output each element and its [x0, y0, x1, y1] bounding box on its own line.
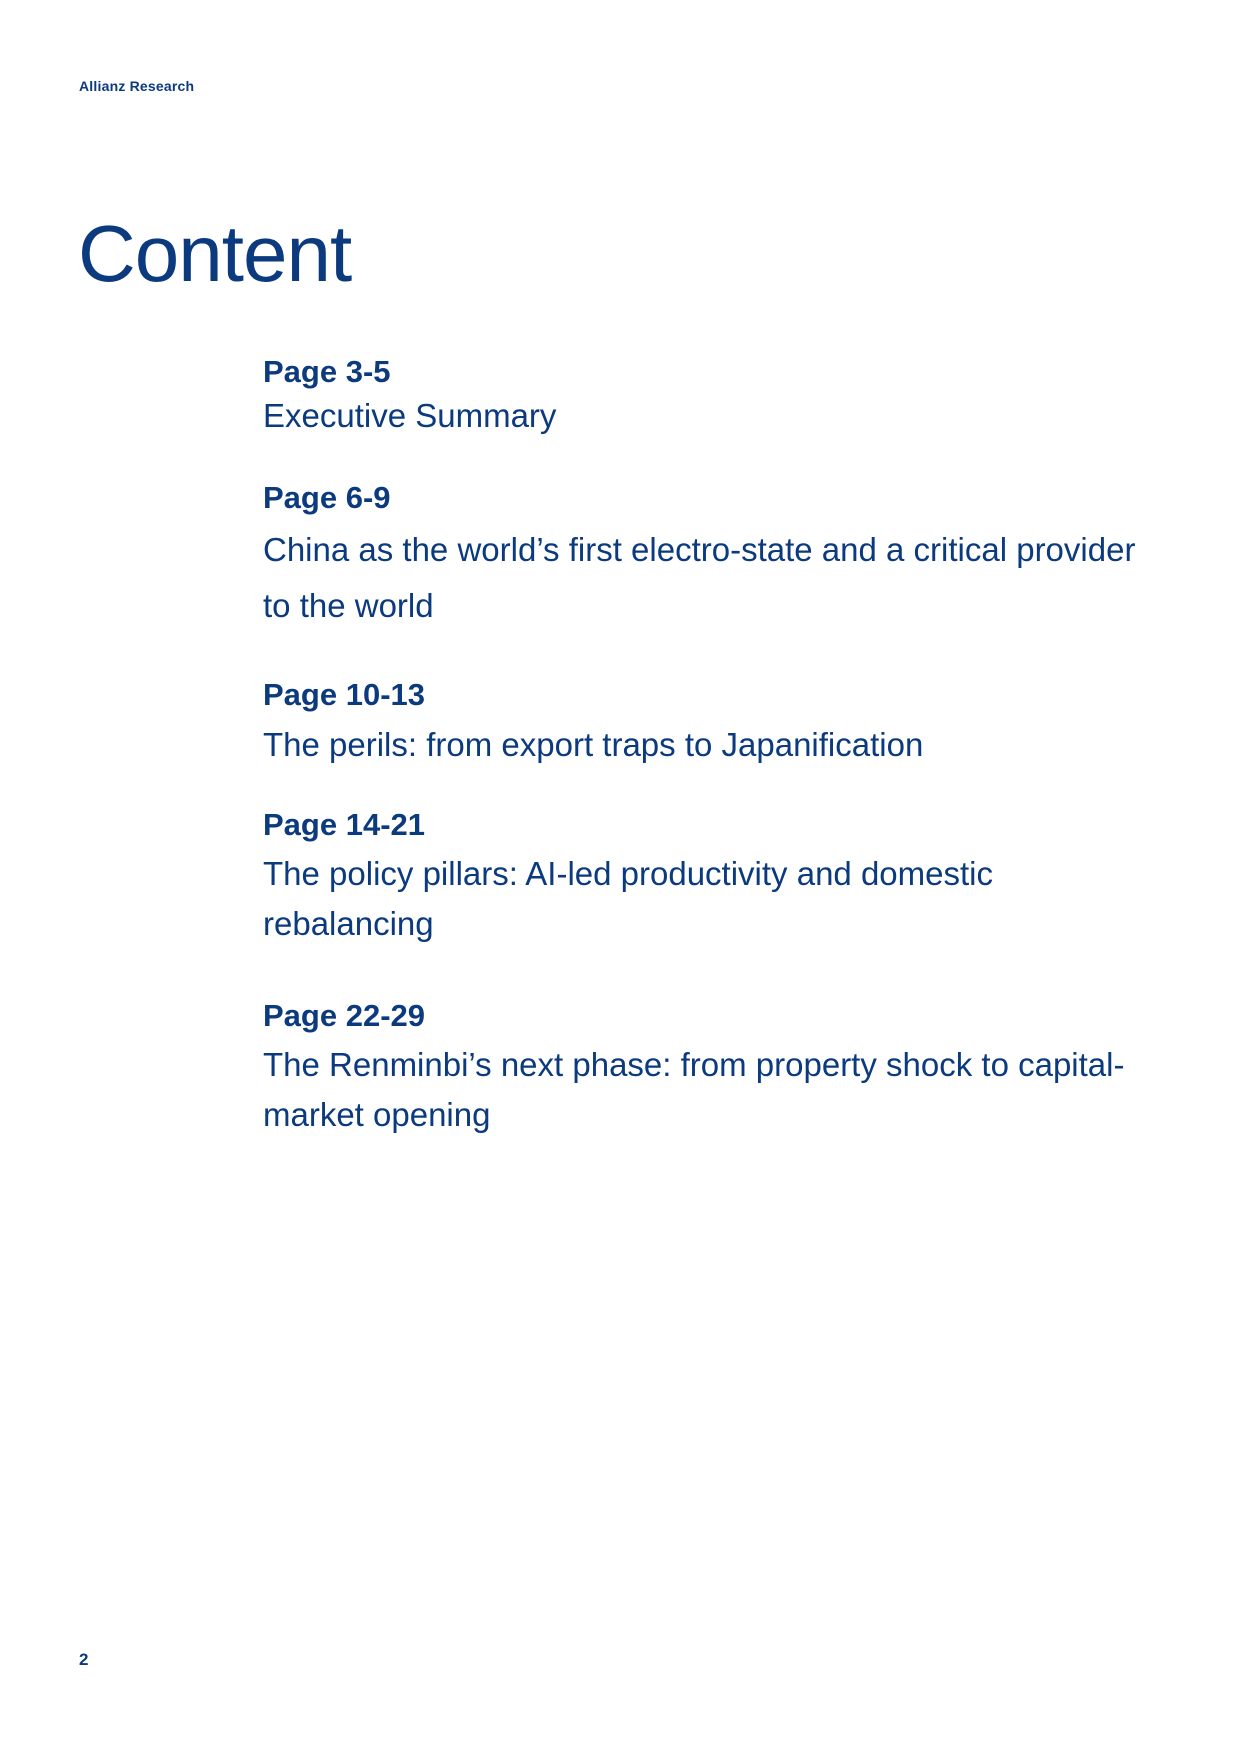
- toc-page-range: Page 14-21: [263, 807, 425, 842]
- toc-section-title: The perils: from export traps to Japanification: [263, 726, 924, 764]
- toc-section-title: China as the world’s first electro-state and a critical provider to the world: [263, 531, 1136, 625]
- toc-page-range: Page 6-9: [263, 480, 391, 515]
- toc-section-title: The policy pillars: AI-led productivity and domestic rebalancing: [263, 855, 993, 943]
- toc-page-range: Page 22-29: [263, 998, 425, 1033]
- toc-entry[interactable]: [263, 996, 1143, 1140]
- toc-page-range: Page 3-5: [263, 354, 391, 389]
- page-title: Content: [78, 209, 352, 298]
- page-number: 2: [79, 1650, 89, 1669]
- toc-entry[interactable]: [263, 478, 1143, 634]
- toc-section-title: Executive Summary: [263, 397, 557, 435]
- toc-section-title: The Renminbi’s next phase: from property shock to capital-market opening: [263, 1046, 1125, 1134]
- toc-entry[interactable]: [263, 805, 1143, 949]
- toc-entry[interactable]: [263, 352, 1143, 439]
- toc-entry[interactable]: [263, 675, 1143, 768]
- toc-page-range: Page 10-13: [263, 677, 425, 712]
- running-head: Allianz Research: [79, 78, 195, 94]
